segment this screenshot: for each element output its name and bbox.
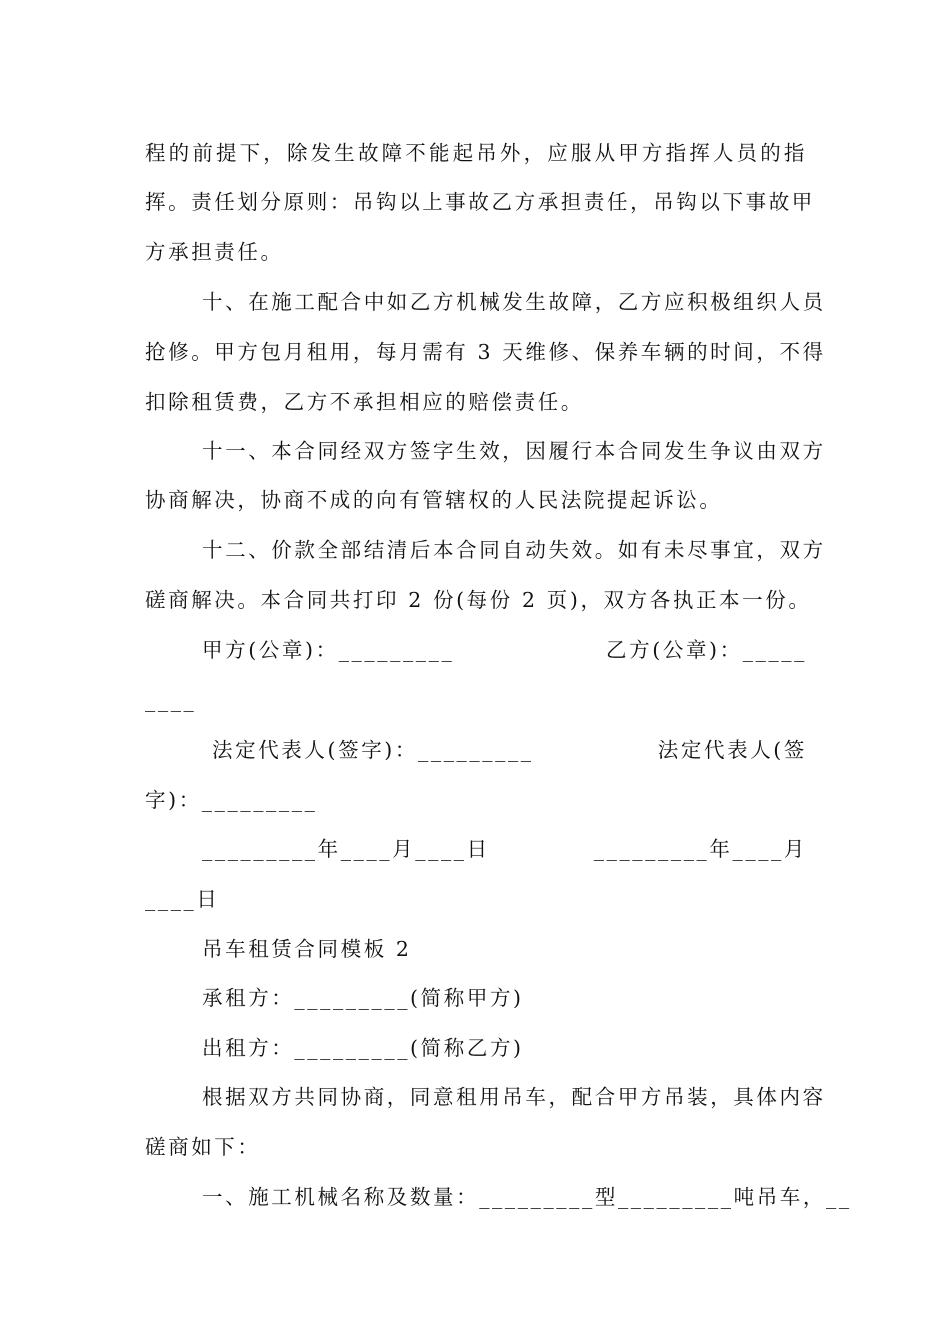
party-a-seal: 甲方(公章)：_________ [202, 638, 455, 662]
rep-b-signature-continued: 字)：_________ [145, 788, 318, 812]
clause-10-line: 十、在施工配合中如乙方机械发生故障，乙方应积极组织人员 [202, 290, 826, 314]
body-line: 磋商解决。本合同共打印 2 份(每份 2 页)，双方各执正本一份。 [145, 588, 812, 612]
rep-b-signature: 法定代表人(签 [657, 738, 807, 762]
party-b-seal: 乙方(公章)：_____ [606, 638, 807, 662]
body-line: 抢修。甲方包月租用，每月需有 3 天维修、保养车辆的时间，不得 [145, 340, 826, 364]
clause-11-line: 十一、本合同经双方签字生效，因履行本合同发生争议由双方 [202, 439, 826, 463]
lessee-line: 承租方：_________(简称甲方) [202, 986, 524, 1010]
date-b: _________年____月 [593, 837, 807, 861]
body-line: 协商解决，协商不成的向有管辖权的人民法院提起诉讼。 [145, 488, 723, 512]
clause-12-line: 十二、价款全部结清后本合同自动失效。如有未尽事宜，双方 [202, 538, 826, 562]
body-line: 程的前提下，除发生故障不能起吊外，应服从甲方指挥人员的指 [145, 141, 807, 165]
rep-a-signature: 法定代表人(签字)：_________ [212, 738, 534, 762]
body-line: 方承担责任。 [145, 240, 284, 264]
item-1-line: 一、施工机械名称及数量：_________型_________吨吊车，__ [202, 1185, 852, 1209]
date-a: _________年____月____日 [202, 837, 490, 861]
body-line: 挥。责任划分原则：吊钩以上事故乙方承担责任，吊钩以下事故甲 [145, 190, 815, 214]
intro-line: 磋商如下： [145, 1135, 261, 1159]
lessor-line: 出租方：_________(简称乙方) [202, 1036, 524, 1060]
body-line: 扣除租赁费，乙方不承担相应的赔偿责任。 [145, 390, 584, 414]
party-b-seal-continued: ____ [145, 688, 197, 712]
intro-line: 根据双方共同协商，同意租用吊车，配合甲方吊装，具体内容 [202, 1085, 826, 1109]
date-b-continued: ____日 [145, 887, 220, 911]
template-2-title: 吊车租赁合同模板 2 [202, 937, 412, 961]
